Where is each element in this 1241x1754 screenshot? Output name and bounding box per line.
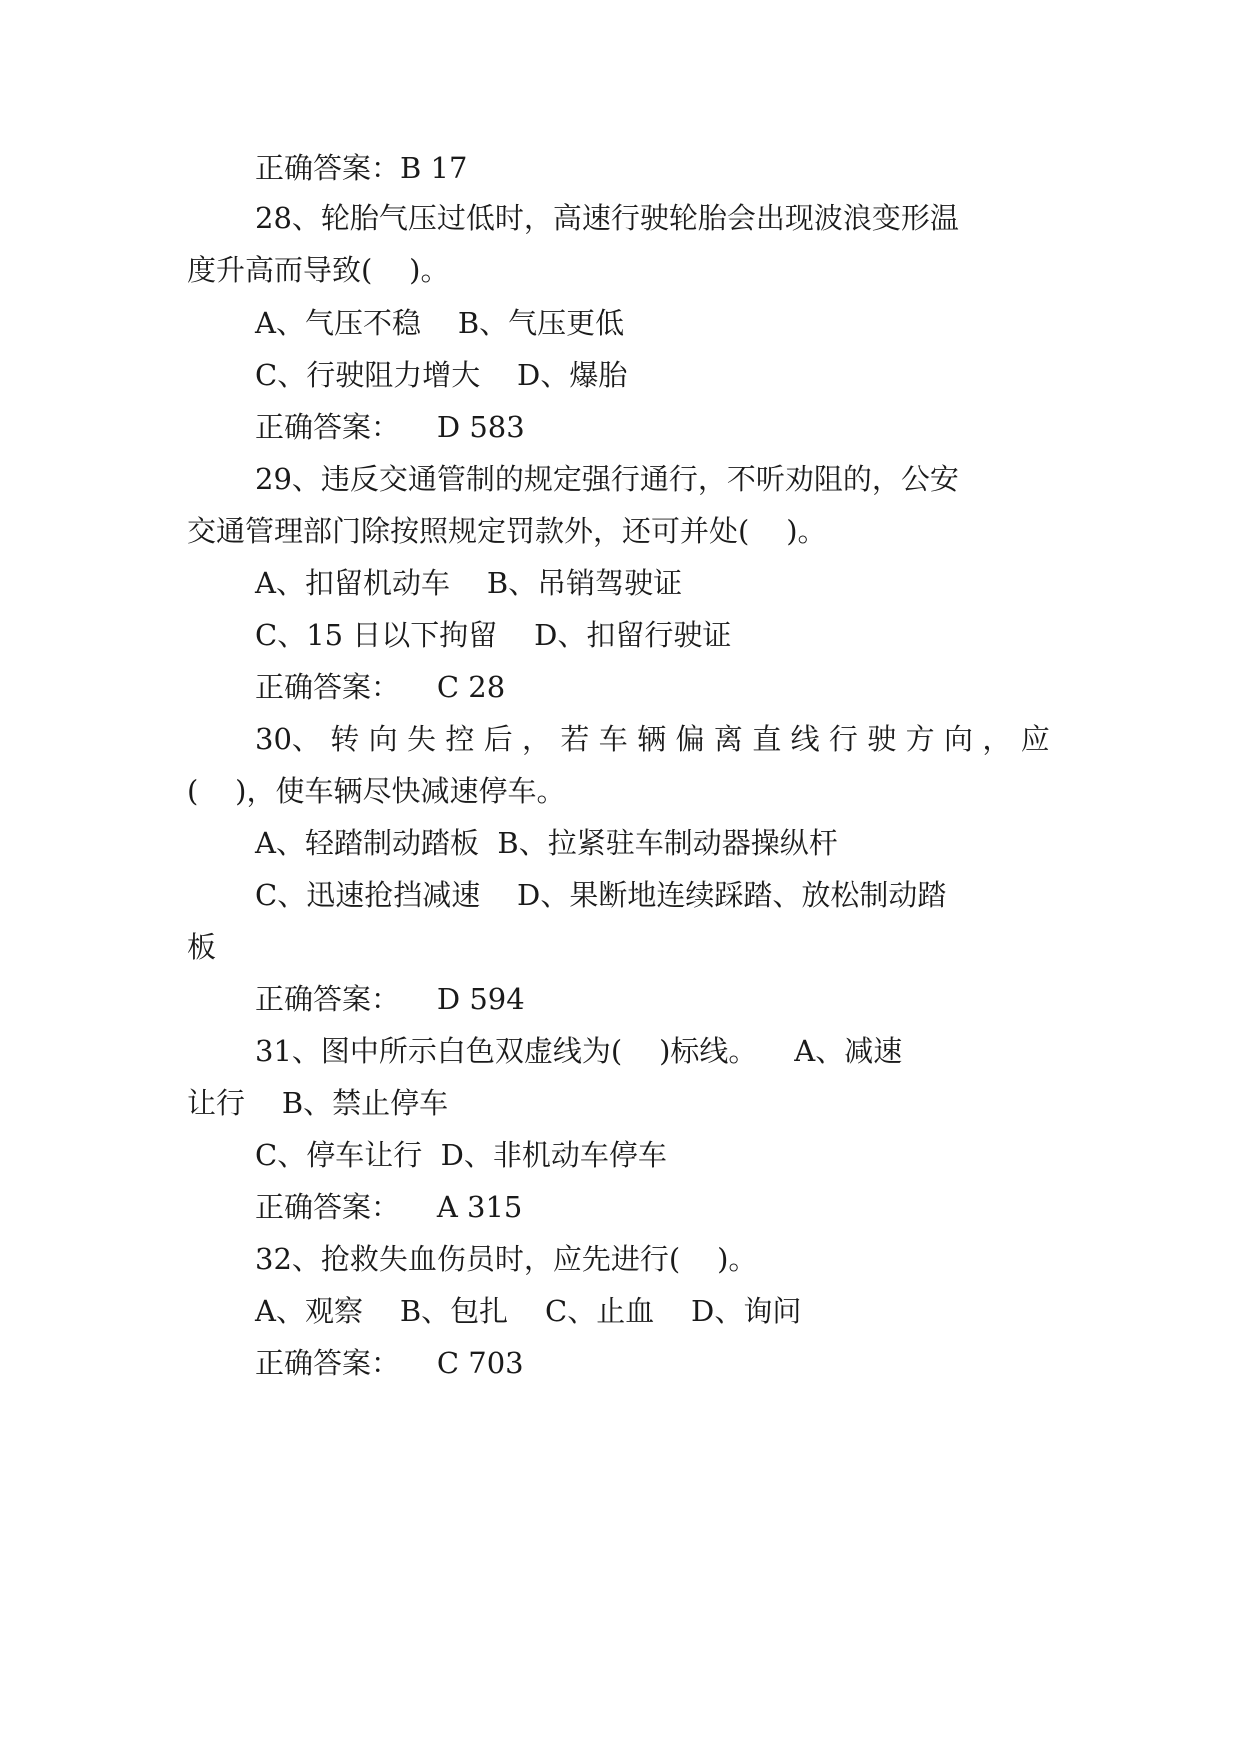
question-30-char: 车 [598,722,628,756]
question-30-char: 离 [713,722,743,756]
question-30-char: 30、 [255,722,321,756]
question-28-line-2: 度升高而导致( )。 [187,253,450,287]
question-29-options-cd: C、15 日以下拘留 D、扣留行驶证 [255,618,732,652]
question-30-char: 后 [483,722,513,756]
question-29-line-1: 29、违反交通管制的规定强行通行，不听劝阻的，公安 [255,462,959,496]
question-30-options-ab: A、轻踏制动踏板 B、拉紧驻车制动器操纵杆 [255,826,838,860]
answer-line-q32: 正确答案： C 703 [255,1346,524,1380]
question-30-char: 向 [368,722,398,756]
question-29-options-ab: A、扣留机动车 B、吊销驾驶证 [255,566,683,600]
question-29-line-2: 交通管理部门除按照规定罚款外，还可并处( )。 [187,514,827,548]
question-30-char: 方 [905,722,935,756]
question-30-char: 线 [790,722,820,756]
question-30-char: 向 [944,722,974,756]
question-30-options-cd: C、迅速抢挡减速 D、果断地连续踩踏、放松制动踏 [255,878,947,912]
question-30-char: 若 [560,722,590,756]
answer-line-q29: 正确答案： C 28 [255,670,506,704]
question-30-char: 直 [752,722,782,756]
question-31-line-1: 31、图中所示白色双虚线为( )标线。 A、减速 [255,1034,903,1068]
question-32-line-1: 32、抢救失血伤员时，应先进行( )。 [255,1242,758,1276]
answer-line-q28: 正确答案： D 583 [255,410,525,444]
answer-line-q27: 正确答案：B 17 [255,151,468,185]
question-28-options-ab: A、气压不稳 B、气压更低 [255,306,625,340]
question-30-char: 失 [406,722,436,756]
question-30-char: 辆 [637,722,667,756]
question-30-line-2: ( )，使车辆尽快减速停车。 [187,774,566,808]
question-30-char: 行 [828,722,858,756]
question-30-char: ， [522,722,552,756]
question-30-options-cd-continued: 板 [187,930,217,964]
question-28-options-cd: C、行驶阻力增大 D、爆胎 [255,358,628,392]
answer-line-q30: 正确答案： D 594 [255,982,525,1016]
question-31-line-2: 让行 B、禁止停车 [187,1086,449,1120]
question-31-options-cd: C、停车让行 D、非机动车停车 [255,1138,667,1172]
question-30-char: 驶 [867,722,897,756]
question-30-char: 偏 [675,722,705,756]
question-30-line-1 [255,719,1050,759]
question-28-line-1: 28、轮胎气压过低时，高速行驶轮胎会出现波浪变形温 [255,201,959,235]
question-32-options: A、观察 B、包扎 C、止血 D、询问 [255,1294,802,1328]
answer-line-q31: 正确答案： A 315 [255,1190,523,1224]
question-30-char: ， [982,722,1012,756]
question-30-char: 转 [330,722,360,756]
question-30-char: 控 [445,722,475,756]
question-30-char: 应 [1020,722,1050,756]
